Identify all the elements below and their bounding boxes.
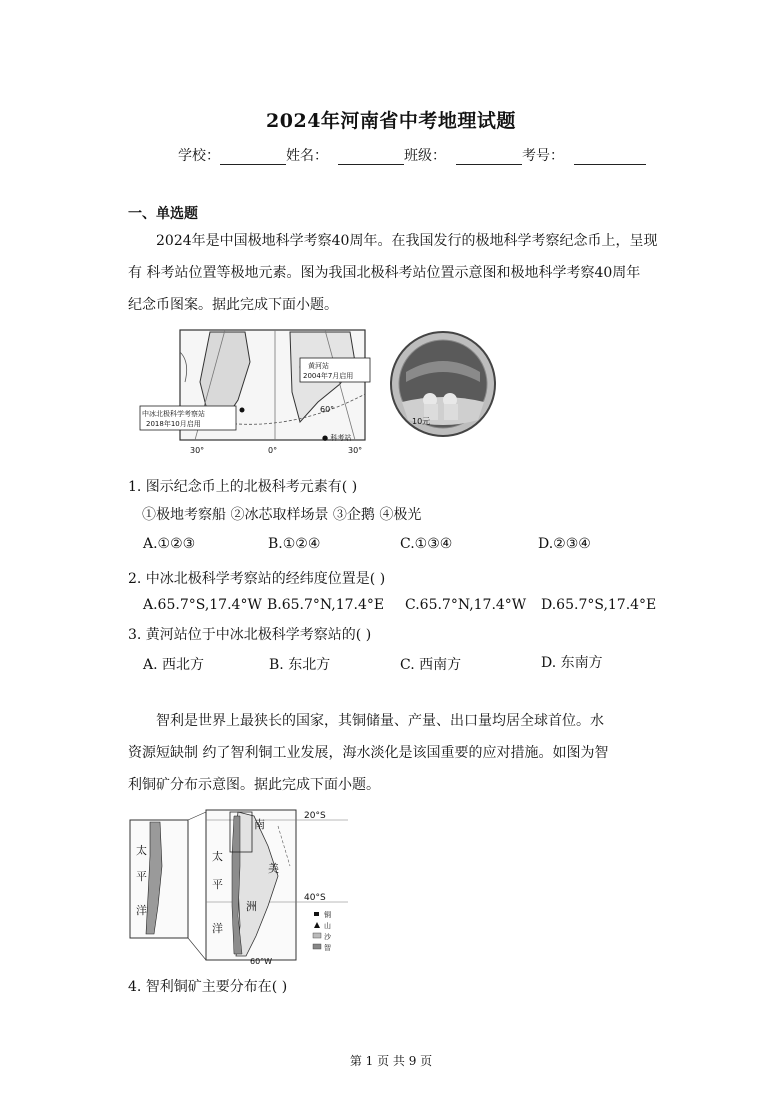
- q2-option-c: C.65.7°N,17.4°W: [405, 597, 527, 613]
- passage-2: [128, 705, 658, 801]
- passage-2-line-3: 利铜矿分布示意图。据此完成下面小题。: [128, 777, 380, 793]
- question-1-stem: 1. 图示纪念币上的北极科考元素有( ): [128, 479, 358, 495]
- station1-date: 2004年7月启用: [303, 372, 354, 380]
- lon-60w: 60°W: [250, 957, 273, 966]
- q1-option-a: A.①②③: [143, 536, 196, 552]
- inset-label-yang: 洋: [136, 904, 147, 917]
- copper-map-legend: [313, 910, 332, 952]
- lon-label-center: 0°: [268, 446, 278, 455]
- q1-option-c: C.①③④: [400, 536, 453, 552]
- cn-ice-station-marker: [240, 408, 245, 413]
- q3-option-c: C. 西南方: [400, 657, 462, 673]
- legend-mountain: 山: [324, 922, 331, 930]
- inset-label-tai: 太: [136, 844, 147, 857]
- station2-date: 2018年10月启用: [146, 420, 201, 428]
- passage-1: [128, 225, 658, 321]
- passage-1-line-2: 有 科考站位置等极地元素。图为我国北极科考站位置示意图和极地科学考察40周年: [128, 265, 641, 281]
- q1-option-b: B.①②④: [268, 536, 321, 552]
- passage-2-line-1: 智利是世界上最狭长的国家，其铜储量、产量、出口量均居全球首位。水: [156, 713, 604, 729]
- chile-copper-map: [128, 806, 358, 966]
- lon-label-left: 30°: [190, 446, 205, 455]
- legend-copper: 铜: [324, 911, 331, 919]
- station2-name: 中冰北极科学考察站: [142, 410, 205, 418]
- passage-2-line-2: 资源短缺制 约了智利铜工业发展，海水淡化是该国重要的应对措施。如图为智: [128, 745, 609, 761]
- legend-chile: 智: [324, 944, 331, 952]
- q3-option-a: A. 西北方: [143, 657, 205, 673]
- name-blank: [338, 150, 404, 165]
- lat-20s: 20°S: [304, 811, 326, 821]
- map-label-tai: 太: [212, 850, 223, 863]
- commemorative-coin: [388, 322, 498, 442]
- q2-option-a: A.65.7°S,17.4°W: [143, 597, 262, 613]
- coin-value: 10元: [412, 417, 431, 426]
- school-label: 学校：: [178, 148, 220, 164]
- inset-label-ping: 平: [136, 870, 147, 883]
- class-blank: [456, 150, 522, 165]
- lon-label-right: 30°: [348, 446, 363, 455]
- map-label-yang: 洋: [212, 922, 223, 935]
- lat-label: 60°: [320, 405, 335, 414]
- section-heading: 一、单选题: [128, 206, 198, 222]
- map-legend: ● 科考站: [322, 434, 352, 442]
- map-label-nan: 南: [254, 818, 265, 831]
- name-label: 姓名：: [286, 148, 328, 164]
- q3-option-b: B. 东北方: [269, 657, 331, 673]
- question-4-stem: 4. 智利铜矿主要分布在( ): [128, 979, 288, 995]
- map-label-mei: 美: [268, 862, 279, 875]
- question-2-stem: 2. 中冰北极科学考察站的经纬度位置是( ): [128, 571, 386, 587]
- page-footer: 第 1 页 共 9 页: [349, 1054, 433, 1068]
- student-info-row: [178, 145, 646, 165]
- class-label: 班级：: [404, 148, 446, 164]
- lat-40s: 40°S: [304, 893, 326, 903]
- question-3-stem: 3. 黄河站位于中冰北极科学考察站的( ): [128, 627, 372, 643]
- school-blank: [220, 150, 286, 165]
- passage-1-line-3: 纪念币图案。据此完成下面小题。: [128, 297, 338, 313]
- station1-name: 黄河站: [308, 362, 329, 370]
- q2-option-b: B.65.7°N,17.4°E: [267, 597, 385, 613]
- passage-1-line-1: 2024年是中国极地科学考察40周年。在我国发行的极地科学考察纪念币上，呈现: [156, 233, 658, 249]
- exam-no-label: 考号：: [522, 148, 564, 164]
- q3-option-d: D. 东南方: [541, 655, 603, 671]
- exam-no-blank: [574, 150, 646, 165]
- map-label-zhou: 洲: [246, 900, 257, 913]
- q1-option-d: D.②③④: [538, 536, 591, 552]
- question-1-items: ①极地考察船 ②冰芯取样场景 ③企鹅 ④极光: [142, 507, 422, 523]
- page-title: 2024年河南省中考地理试题: [266, 110, 516, 132]
- arctic-station-map: [142, 322, 385, 457]
- map-label-ping: 平: [212, 878, 223, 891]
- q2-option-d: D.65.7°S,17.4°E: [541, 597, 657, 613]
- legend-sand: 沙: [324, 933, 331, 941]
